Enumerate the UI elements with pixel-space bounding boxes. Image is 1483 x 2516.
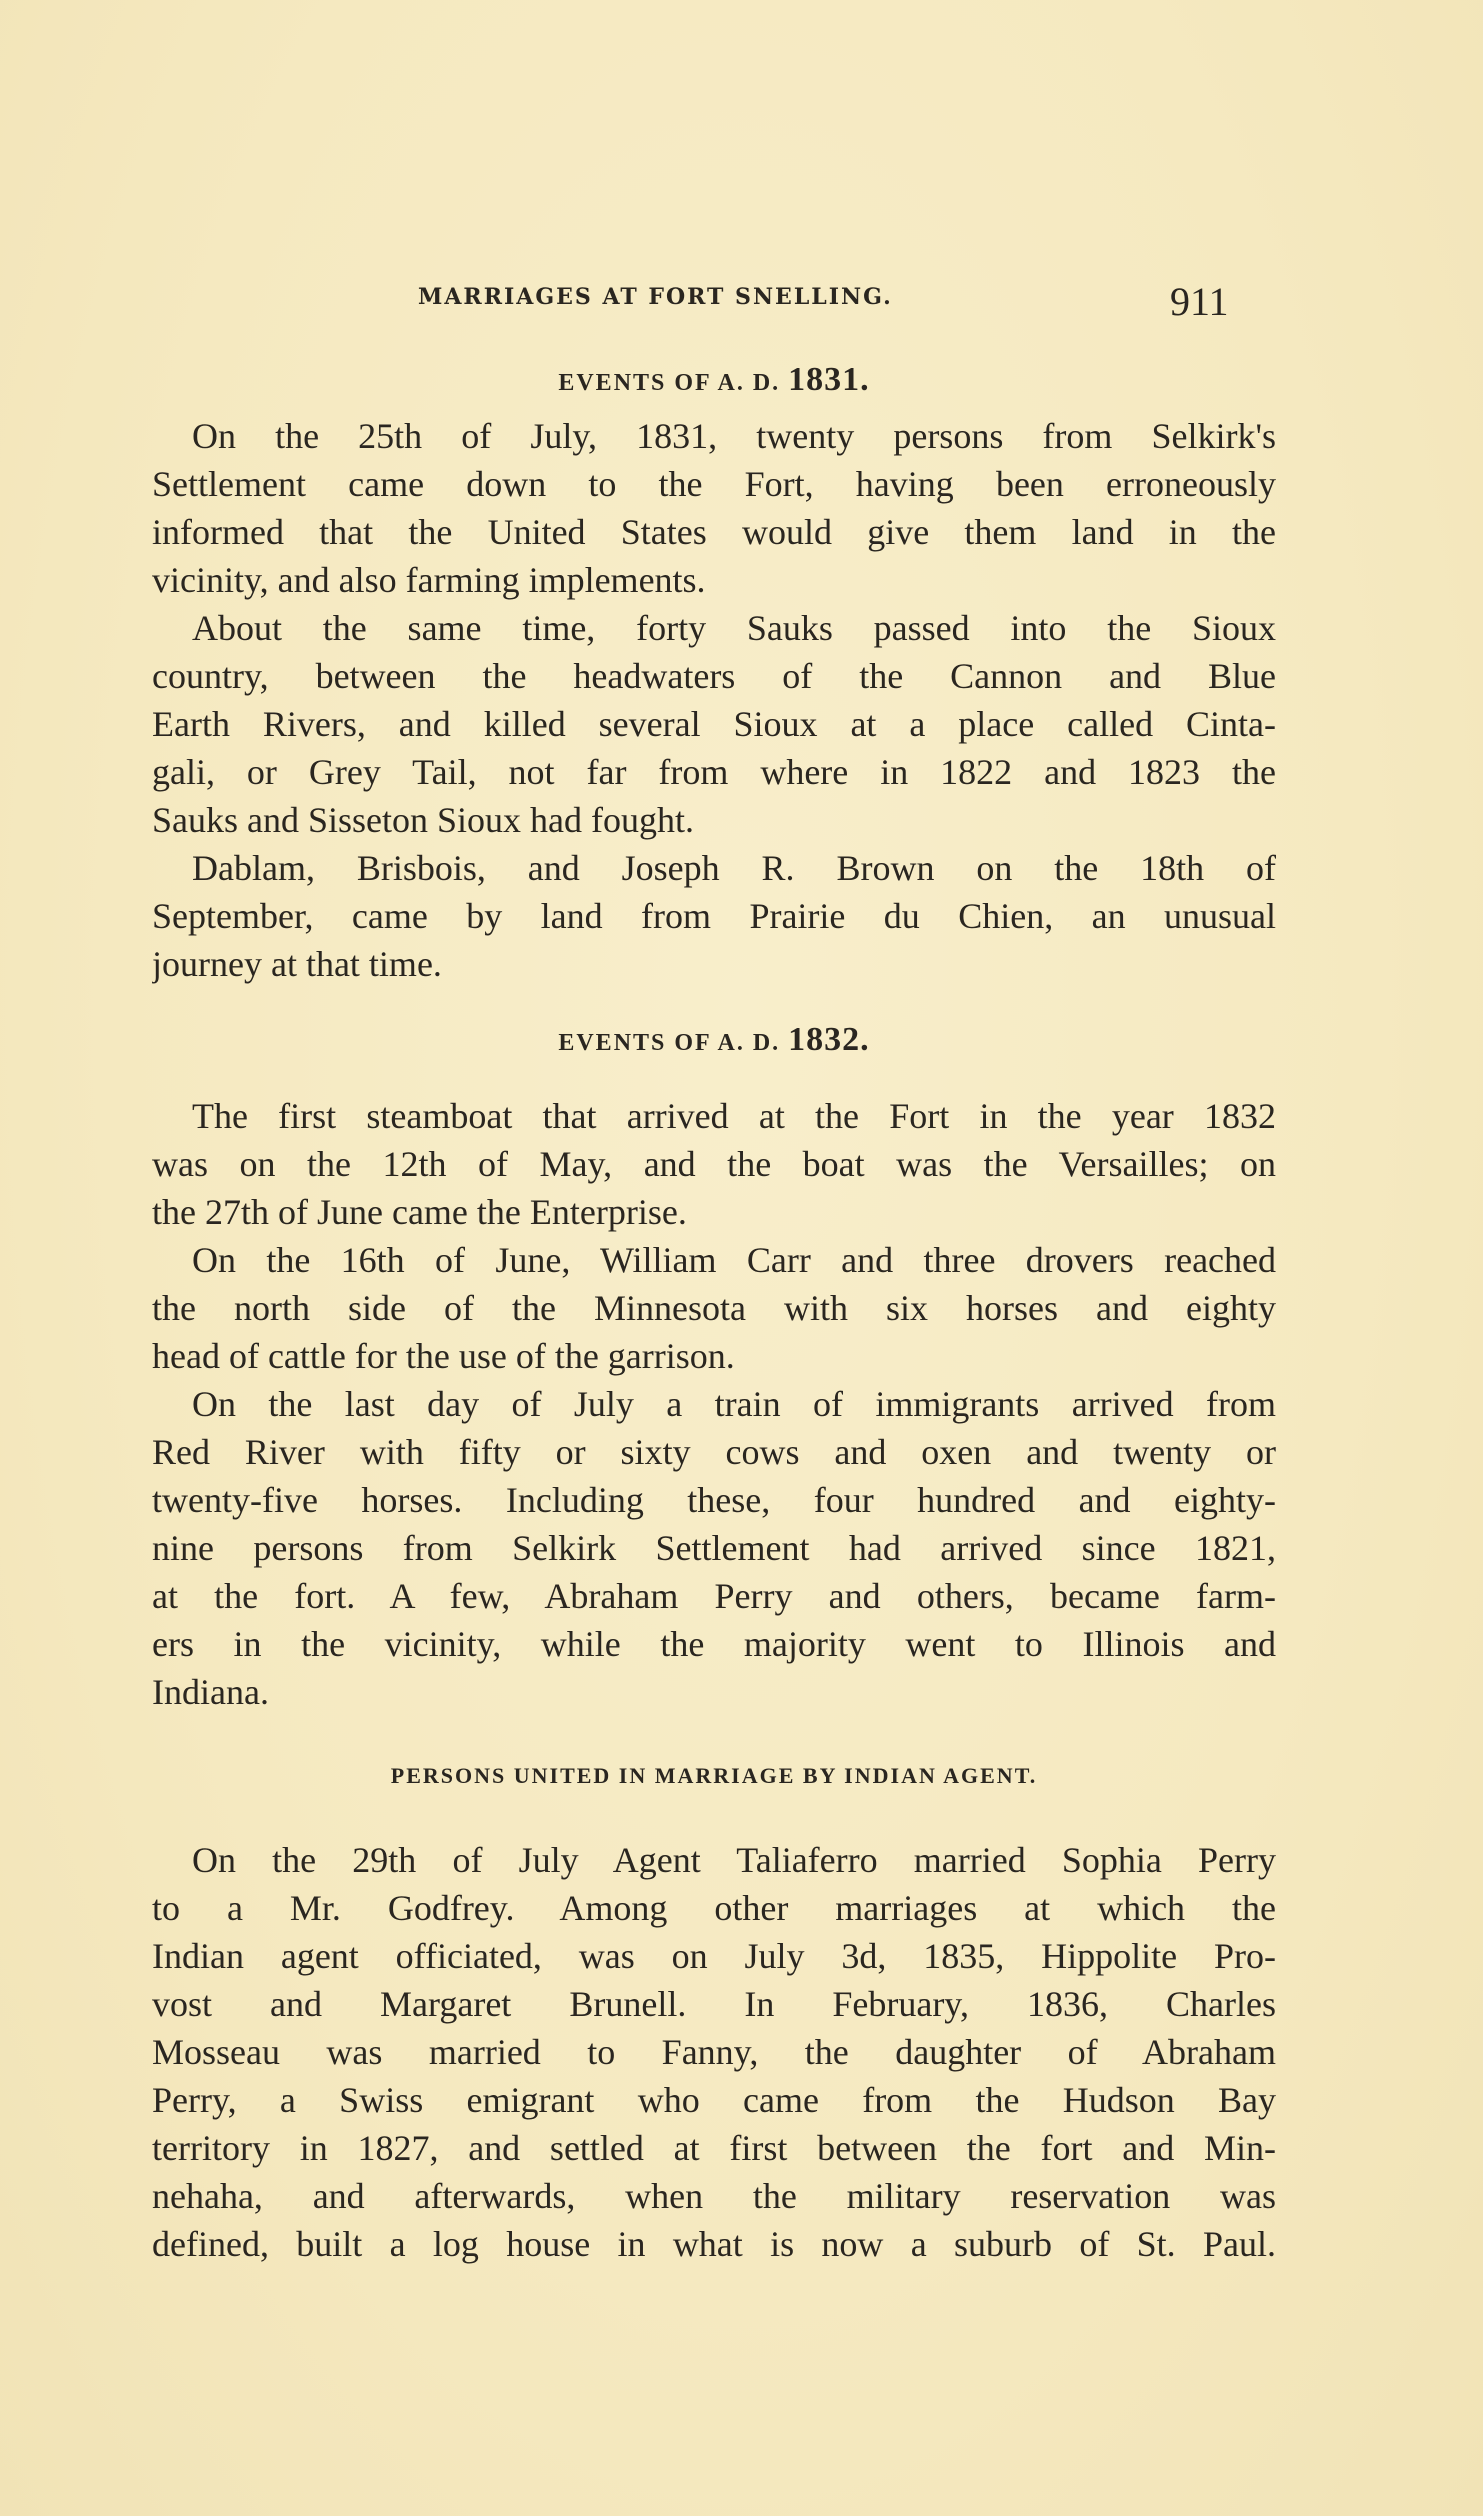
text-line: On the 25th of July, 1831, twenty persons from Selkirk's (192, 416, 1276, 456)
text-line: On the 29th of July Agent Taliaferro married Sophia Perry (192, 1840, 1276, 1880)
text-line: country, between the headwaters of the Cannon and Blue (152, 656, 1276, 696)
page-body (152, 358, 1276, 2268)
paragraph (152, 412, 1276, 604)
text-line: Settlement came down to the Fort, having been erroneously (152, 464, 1276, 504)
text-line: nine persons from Selkirk Settlement had arrived since 1821, (152, 1528, 1276, 1568)
section-heading-marriages (152, 1754, 1276, 1798)
text-line: About the same time, forty Sauks passed into the Sioux (192, 608, 1276, 648)
paragraph (152, 844, 1276, 988)
text-line: Dablam, Brisbois, and Joseph R. Brown on the 18th of (192, 848, 1276, 888)
section-heading-1832 (152, 1018, 1276, 1062)
section-heading-text: PERSONS UNITED IN MARRIAGE BY INDIAN AGENT. (390, 1763, 1038, 1788)
paragraph (152, 1380, 1276, 1716)
text-line: was on the 12th of May, and the boat was the Versailles; on (152, 1144, 1276, 1184)
text-line: defined, built a log house in what is now a suburb of St. Paul. (152, 2224, 1276, 2264)
text-line: nehaha, and afterwards, when the military reservation was (152, 2176, 1276, 2216)
text-line: ers in the vicinity, while the majority went to Illinois and (152, 1624, 1276, 1664)
text-line: vicinity, and also farming implements. (152, 560, 706, 600)
section-heading-year: 1832. (788, 1021, 870, 1058)
section-heading-text: EVENTS OF A. D. (558, 1030, 781, 1056)
text-line: gali, or Grey Tail, not far from where in 1822 and 1823 the (152, 752, 1276, 792)
section-heading-year: 1831. (788, 361, 870, 398)
text-line: the 27th of June came the Enterprise. (152, 1192, 687, 1232)
page-number: 911 (1170, 279, 1229, 324)
text-line: the north side of the Minnesota with six horses and eighty (152, 1288, 1276, 1328)
running-title: MARRIAGES AT FORT SNELLING. (418, 284, 893, 310)
section-heading-text: EVENTS OF A. D. (558, 370, 781, 396)
running-head (0, 278, 1483, 324)
text-line: twenty-five horses. Including these, four hundred and eighty- (152, 1480, 1276, 1520)
text-line: Indian agent officiated, was on July 3d, 1835, Hippolite Pro- (152, 1936, 1276, 1976)
text-line: Indiana. (152, 1672, 269, 1712)
text-line: Earth Rivers, and killed several Sioux at a place called Cinta- (152, 704, 1276, 744)
text-line: at the fort. A few, Abraham Perry and others, became farm- (152, 1576, 1276, 1616)
text-line: On the 16th of June, William Carr and three drovers reached (192, 1240, 1276, 1280)
text-line: informed that the United States would give them land in the (152, 512, 1276, 552)
text-line: Sauks and Sisseton Sioux had fought. (152, 800, 695, 840)
text-line: vost and Margaret Brunell. In February, 1836, Charles (152, 1984, 1276, 2024)
text-line: Mosseau was married to Fanny, the daughter of Abraham (152, 2032, 1276, 2072)
text-line: On the last day of July a train of immigrants arrived from (192, 1384, 1276, 1424)
paragraph (152, 604, 1276, 844)
text-line: The first steamboat that arrived at the Fort in the year 1832 (192, 1096, 1276, 1136)
paragraph (152, 1836, 1276, 2268)
text-line: September, came by land from Prairie du Chien, an unusual (152, 896, 1276, 936)
text-line: to a Mr. Godfrey. Among other marriages at which the (152, 1888, 1276, 1928)
paragraph (152, 1092, 1276, 1236)
text-line: journey at that time. (152, 944, 442, 984)
text-line: territory in 1827, and settled at first between the fort and Min- (152, 2128, 1276, 2168)
text-line: head of cattle for the use of the garrison. (152, 1336, 735, 1376)
text-line: Perry, a Swiss emigrant who came from the Hudson Bay (152, 2080, 1276, 2120)
text-line: Red River with fifty or sixty cows and oxen and twenty or (152, 1432, 1276, 1472)
section-heading-1831 (152, 358, 1276, 402)
paragraph (152, 1236, 1276, 1380)
